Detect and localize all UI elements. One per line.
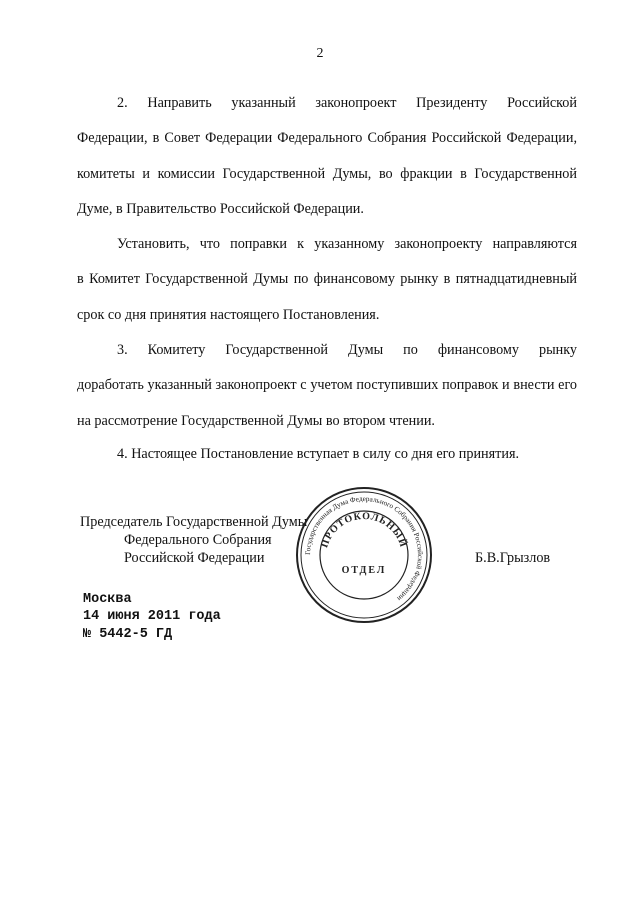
signature-title-line-3: Российской Федерации [124, 550, 265, 566]
paragraph-2b-body: в Комитет Государственной Думы по финансовому рынку в пятнадцатидневный срок со дня принятия настоящего Постановления. [77, 271, 577, 323]
paragraph-2b-first-line: Установить, что поправки к указанному законопроекту направляются [117, 236, 577, 252]
paragraph-4: 4. Настоящее Постановление вступает в силу со дня его принятия. [117, 446, 520, 462]
paragraph-3-body: доработать указанный законопроект с учетом поступивших поправок и внести его на рассмотрение Государственной Думы во втором чтении. [77, 377, 577, 429]
signatory-name: Б.В.Грызлов [475, 550, 551, 566]
signature-title-line-1: Председатель Государственной Думы [80, 514, 308, 530]
signing-date: 14 июня 2011 года [83, 609, 221, 624]
seal-inner-text: ПРОТОКОЛЬНЫЙ [319, 510, 409, 550]
paragraph-2-first-line: 2. Направить указанный законопроект Президенту Российской [117, 95, 577, 111]
signature-title-line-2: Федерального Собрания [124, 532, 272, 548]
paragraph-3-first-line: 3. Комитету Государственной Думы по финансовому рынку [117, 342, 577, 358]
seal-outer-text: Государственная Дума Федерального Собрания Российской Федерации [303, 494, 425, 603]
document-number: № 5442-5 ГД [83, 627, 173, 642]
page-number: 2 [316, 46, 324, 61]
official-seal [294, 485, 434, 625]
paragraph-2-body: Федерации, в Совет Федерации Федерального Собрания Российской Федерации, комитеты и комиссии Государственной Думы, во фракции в Государственной Думе, в Правительство Российской Федерации. [77, 130, 577, 217]
place-of-signing: Москва [83, 592, 132, 607]
seal-center-text: ОТДЕЛ [341, 565, 387, 576]
